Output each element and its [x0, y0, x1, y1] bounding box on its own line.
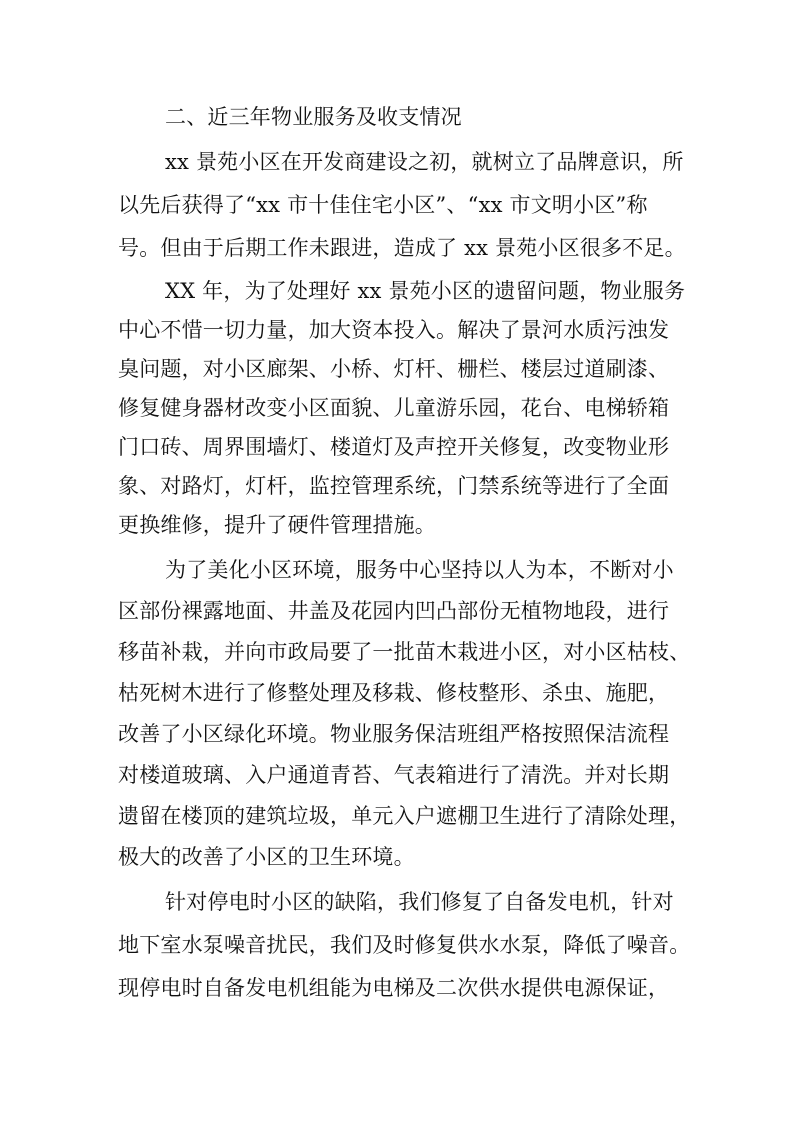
paragraph-1-line-2: 以先后获得了“xx 市十佳住宅小区”、“xx 市文明小区”称	[118, 193, 648, 217]
paragraph-3-line-7: 遗留在楼顶的建筑垃圾，单元入户遮棚卫生进行了清除处理，	[118, 804, 691, 828]
paragraph-1-line-3: 号。但由于后期工作未跟进，造成了 xx 景苑小区很多不足。	[118, 236, 686, 260]
paragraph-4-line-3: 现停电时自备发电机组能为电梯及二次供水提供电源保证，	[118, 976, 670, 1000]
paragraph-2-line-5: 门口砖、周界围墙灯、楼道灯及声控开关修复，改变物业形	[118, 435, 670, 459]
paragraph-2-line-4: 修复健身器材改变小区面貌、儿童游乐园，花台、电梯轿箱	[118, 396, 670, 420]
paragraph-3-line-3: 移苗补栽，并向市政局要了一批苗木栽进小区，对小区枯枝、	[118, 640, 691, 664]
paragraph-4-line-2: 地下室水泵噪音扰民，我们及时修复供水水泵，降低了噪音。	[118, 933, 691, 957]
paragraph-2-line-6: 象、对路灯，灯杆，监控管理系统，门禁系统等进行了全面	[118, 474, 670, 498]
paragraph-3-line-5: 改善了小区绿化环境。物业服务保洁班组严格按照保洁流程	[118, 722, 670, 746]
paragraph-4-line-1: 针对停电时小区的缺陷，我们修复了自备发电机，针对	[165, 890, 674, 914]
paragraph-3-line-8: 极大的改善了小区的卫生环境。	[118, 845, 415, 869]
paragraph-2-line-3: 臭问题，对小区廊架、小桥、灯杆、栅栏、楼层过道刷漆、	[118, 357, 670, 381]
paragraph-1-line-1: xx 景苑小区在开发商建设之初，就树立了品牌意识，所	[165, 150, 684, 174]
paragraph-3-line-1: 为了美化小区环境，服务中心坚持以人为本，不断对小	[165, 558, 674, 582]
paragraph-2-line-7: 更换维修，提升了硬件管理措施。	[118, 513, 436, 537]
paragraph-2-line-1: XX 年，为了处理好 xx 景苑小区的遗留问题，物业服务	[165, 279, 686, 303]
paragraph-3-line-2: 区部份裸露地面、井盖及花园内凹凸部份无植物地段，进行	[118, 599, 670, 623]
paragraph-2-line-2: 中心不惜一切力量，加大资本投入。解决了景河水质污浊发	[118, 318, 670, 342]
paragraph-3-line-6: 对楼道玻璃、入户通道青苔、气表箱进行了清洗。并对长期	[118, 763, 670, 787]
section-heading: 二、近三年物业服务及收支情况	[165, 105, 462, 129]
paragraph-3-line-4: 枯死树木进行了修整处理及移栽、修枝整形、杀虫、施肥，	[118, 681, 670, 705]
